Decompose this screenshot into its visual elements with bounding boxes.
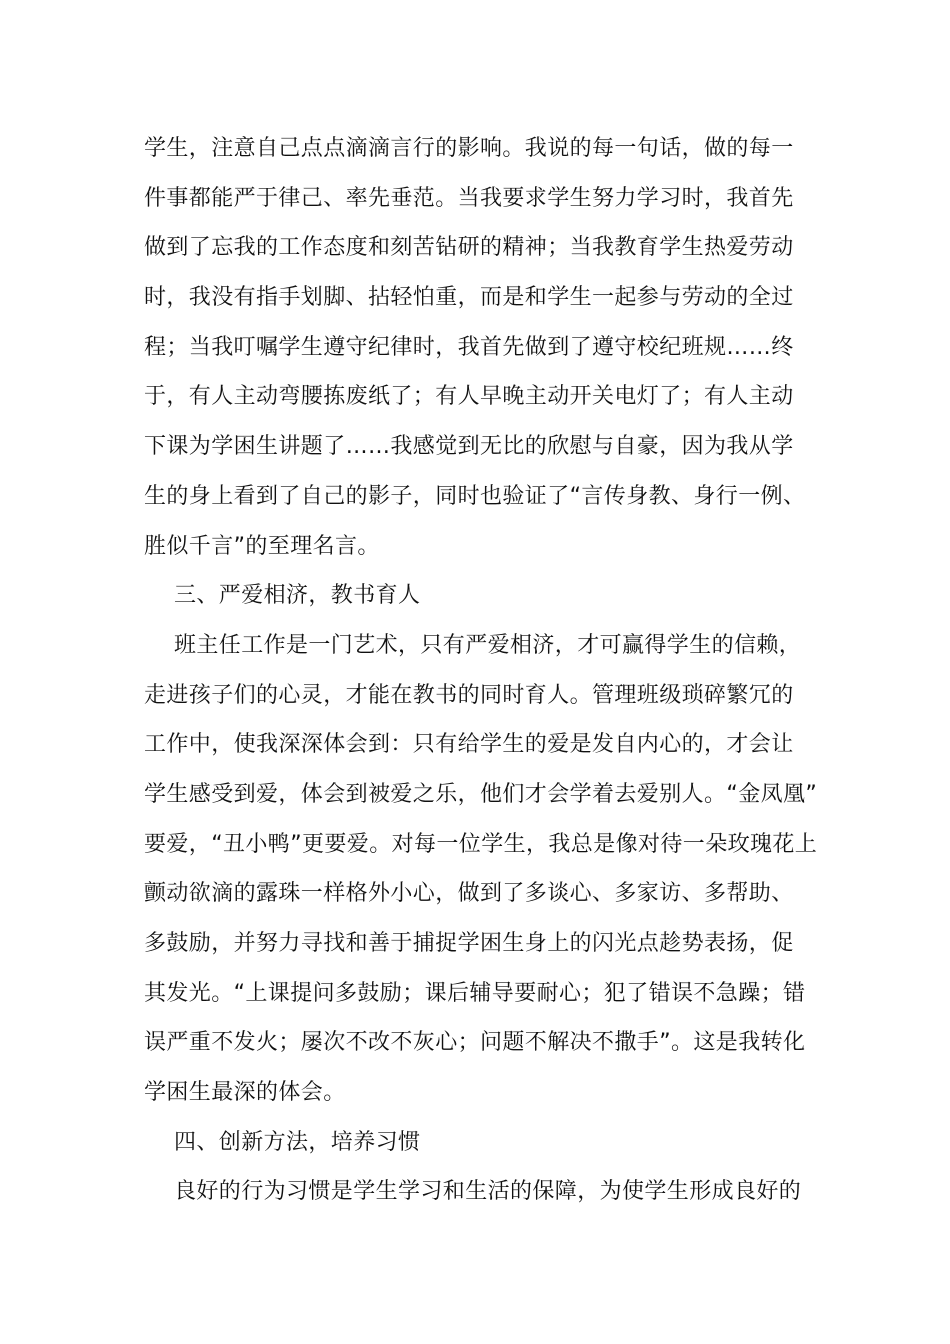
text-line: 生的身上看到了自己的影子，同时也验证了“言传身教、身行一例、 [144,483,806,509]
text-line: 其发光。“上课提问多鼓励；课后辅导要耐心；犯了错误不急躁；错 [144,980,806,1006]
text-line: 胜似千言”的至理名言。 [144,533,380,559]
text-line: 学困生最深的体会。 [144,1080,346,1106]
text-line: 于，有人主动弯腰拣废纸了；有人早晚主动开关电灯了；有人主动 [144,384,794,410]
document-body [144,124,818,1217]
text-line: 程；当我叮嘱学生遵守纪律时，我首先做到了遵守校纪班规……终 [144,334,794,360]
text-line: 学生，注意自己点点滴滴言行的影响。我说的每一句话，做的每一 [144,136,794,161]
text-line: 做到了忘我的工作态度和刻苦钻研的精神；当我教育学生热爱劳动 [144,235,794,261]
text-line: 学生感受到爱，体会到被爱之乐，他们才会学着去爱别人。“金凤凰” [144,781,818,807]
text-line: 颤动欲滴的露珠一样格外小心，做到了多谈心、多家访、多帮助、 [144,881,794,907]
section-heading-3: 三、严爱相济，教书育人 [174,583,421,609]
paragraph-first-line: 良好的行为习惯是学生学习和生活的保障，为使学生形成良好的 [174,1179,802,1205]
text-line: 件事都能严于律己、率先垂范。当我要求学生努力学习时，我首先 [144,185,794,211]
text-line: 误严重不发火；屡次不改不灰心；问题不解决不撒手”。这是我转化 [144,1030,806,1056]
text-line: 下课为学困生讲题了……我感觉到无比的欣慰与自豪，因为我从学 [144,434,794,460]
text-line: 工作中，使我深深体会到：只有给学生的爱是发自内心的，才会让 [144,732,794,758]
text-line: 多鼓励，并努力寻找和善于捕捉学困生身上的闪光点趁势表扬，促 [144,931,794,956]
paragraph-first-line: 班主任工作是一门艺术，只有严爱相济，才可赢得学生的信赖， [174,632,802,658]
text-line: 走进孩子们的心灵，才能在教书的同时育人。管理班级琐碎繁冗的 [144,682,794,708]
section-heading-4: 四、创新方法，培养习惯 [174,1129,421,1155]
text-line: 时，我没有指手划脚、拈轻怕重，而是和学生一起参与劳动的全过 [144,285,794,311]
text-line: 要爱，“丑小鸭”更要爱。对每一位学生，我总是像对待一朵玫瑰花上 [144,831,818,857]
